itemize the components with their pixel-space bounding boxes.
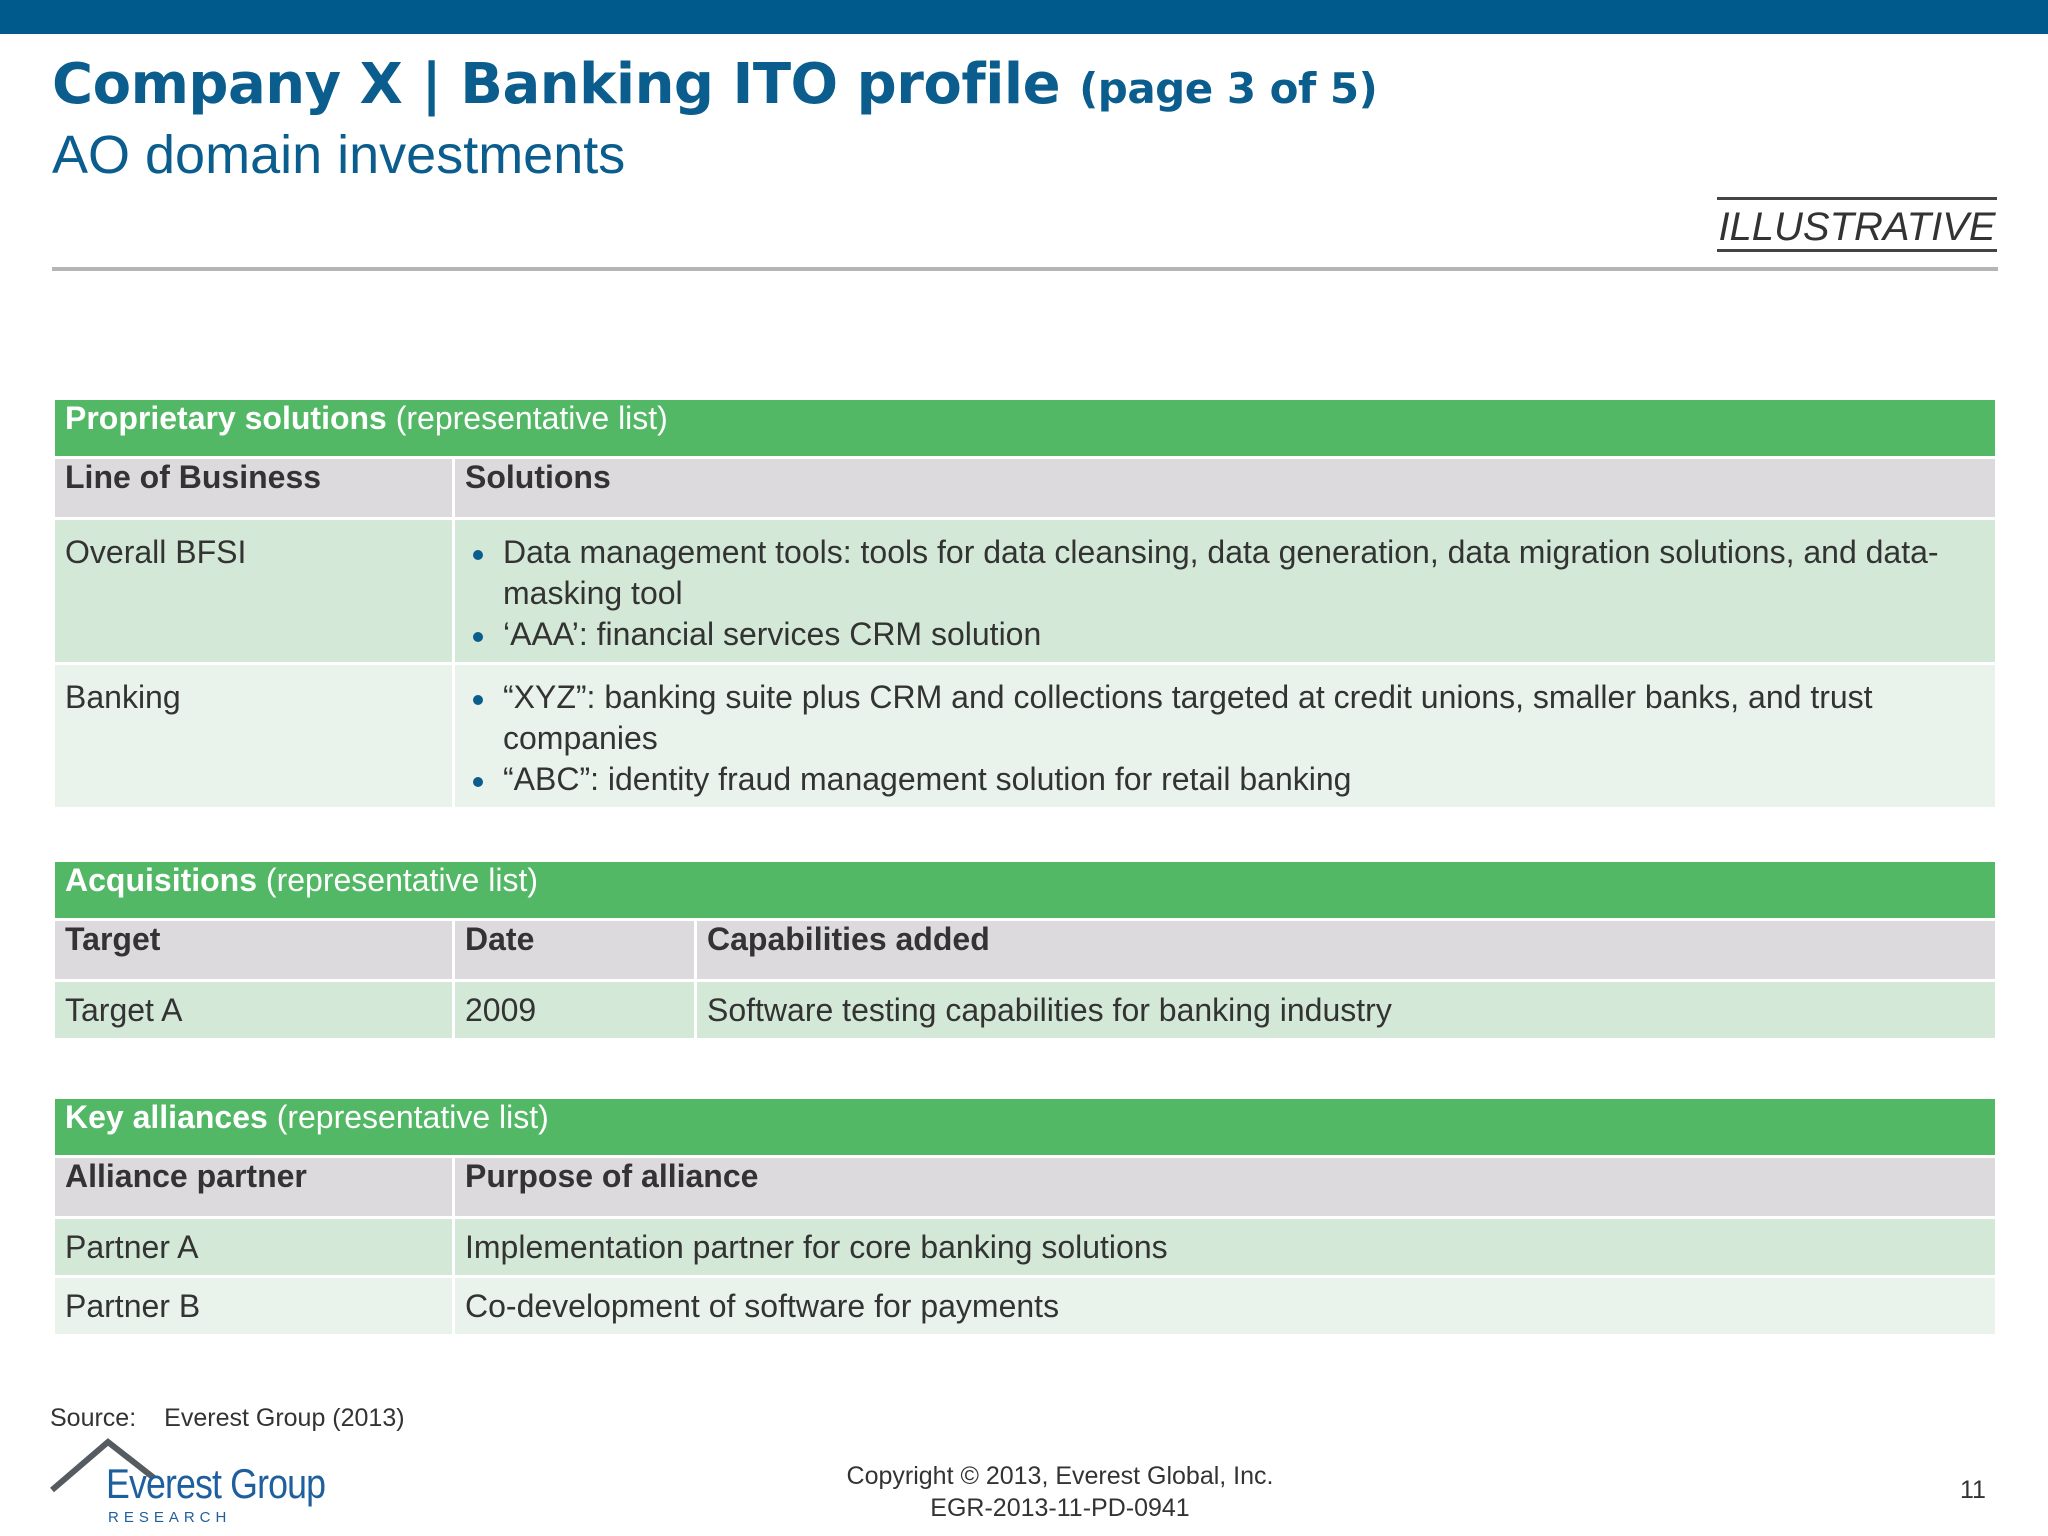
page-subtitle: AO domain investments	[52, 125, 626, 185]
illustrative-tag: ILLUSTRATIVE	[1717, 197, 1997, 252]
source-label: Source:	[50, 1404, 137, 1432]
acquisitions-table	[52, 859, 1998, 1041]
lob-cell: Banking	[54, 664, 454, 809]
table-row	[54, 1277, 1997, 1336]
section-heading: Acquisitions	[65, 862, 258, 898]
alliances-table	[52, 1096, 1998, 1337]
top-bar	[0, 0, 2048, 34]
solutions-cell	[454, 664, 1997, 809]
list-item: “ABC”: identity fraud management solution for retail banking	[465, 759, 1985, 800]
list-item: “XYZ”: banking suite plus CRM and collections targeted at credit unions, smaller banks, and trust companies	[465, 677, 1985, 759]
section-title	[54, 861, 1997, 920]
copyright-text: Copyright © 2013, Everest Global, Inc.	[846, 1462, 1274, 1490]
page-indicator: (page 3 of 5)	[1079, 64, 1378, 113]
date-cell: 2009	[454, 981, 696, 1040]
capabilities-cell: Software testing capabilities for banking industry	[696, 981, 1997, 1040]
page-number: 11	[1960, 1476, 1986, 1504]
column-header: Solutions	[454, 458, 1997, 519]
section-title	[54, 399, 1997, 458]
everest-group-logo	[50, 1434, 340, 1524]
table-row	[54, 519, 1997, 664]
column-header: Purpose of alliance	[454, 1157, 1997, 1218]
partner-cell: Partner A	[54, 1218, 454, 1277]
page-title	[52, 52, 1377, 117]
solutions-cell	[454, 519, 1997, 664]
column-header: Line of Business	[54, 458, 454, 519]
purpose-cell: Implementation partner for core banking solutions	[454, 1218, 1997, 1277]
section-title	[54, 1098, 1997, 1157]
purpose-cell: Co-development of software for payments	[454, 1277, 1997, 1336]
solutions-list	[465, 532, 1985, 655]
section-heading: Key alliances	[65, 1099, 268, 1135]
list-item: ‘AAA’: financial services CRM solution	[465, 614, 1985, 655]
list-item: Data management tools: tools for data cleansing, data generation, data migration solutions, and data-masking tool	[465, 532, 1985, 614]
source-value: Everest Group (2013)	[164, 1404, 405, 1432]
column-header: Date	[454, 920, 696, 981]
table-row	[54, 981, 1997, 1040]
copyright-block	[740, 1460, 1380, 1524]
column-header-row	[54, 920, 1997, 981]
column-header: Capabilities added	[696, 920, 1997, 981]
section-note: (representative list)	[276, 1099, 549, 1135]
source-note	[50, 1404, 405, 1433]
section-note: (representative list)	[265, 862, 538, 898]
section-header	[54, 399, 1997, 458]
target-cell: Target A	[54, 981, 454, 1040]
section-header	[54, 861, 1997, 920]
document-id: EGR-2013-11-PD-0941	[930, 1494, 1190, 1522]
lob-cell: Overall BFSI	[54, 519, 454, 664]
section-heading: Proprietary solutions	[65, 400, 387, 436]
section-note: (representative list)	[395, 400, 668, 436]
logo-subtitle: RESEARCH	[108, 1509, 232, 1526]
table-row	[54, 1218, 1997, 1277]
solutions-list	[465, 677, 1985, 800]
section-header	[54, 1098, 1997, 1157]
column-header-row	[54, 458, 1997, 519]
table-row	[54, 664, 1997, 809]
column-header-row	[54, 1157, 1997, 1218]
header-divider	[52, 267, 1998, 271]
page-title-text: Company X | Banking ITO profile	[52, 52, 1061, 117]
partner-cell: Partner B	[54, 1277, 454, 1336]
logo-name: Everest Group	[106, 1460, 326, 1507]
proprietary-solutions-table	[52, 397, 1998, 810]
column-header: Target	[54, 920, 454, 981]
column-header: Alliance partner	[54, 1157, 454, 1218]
